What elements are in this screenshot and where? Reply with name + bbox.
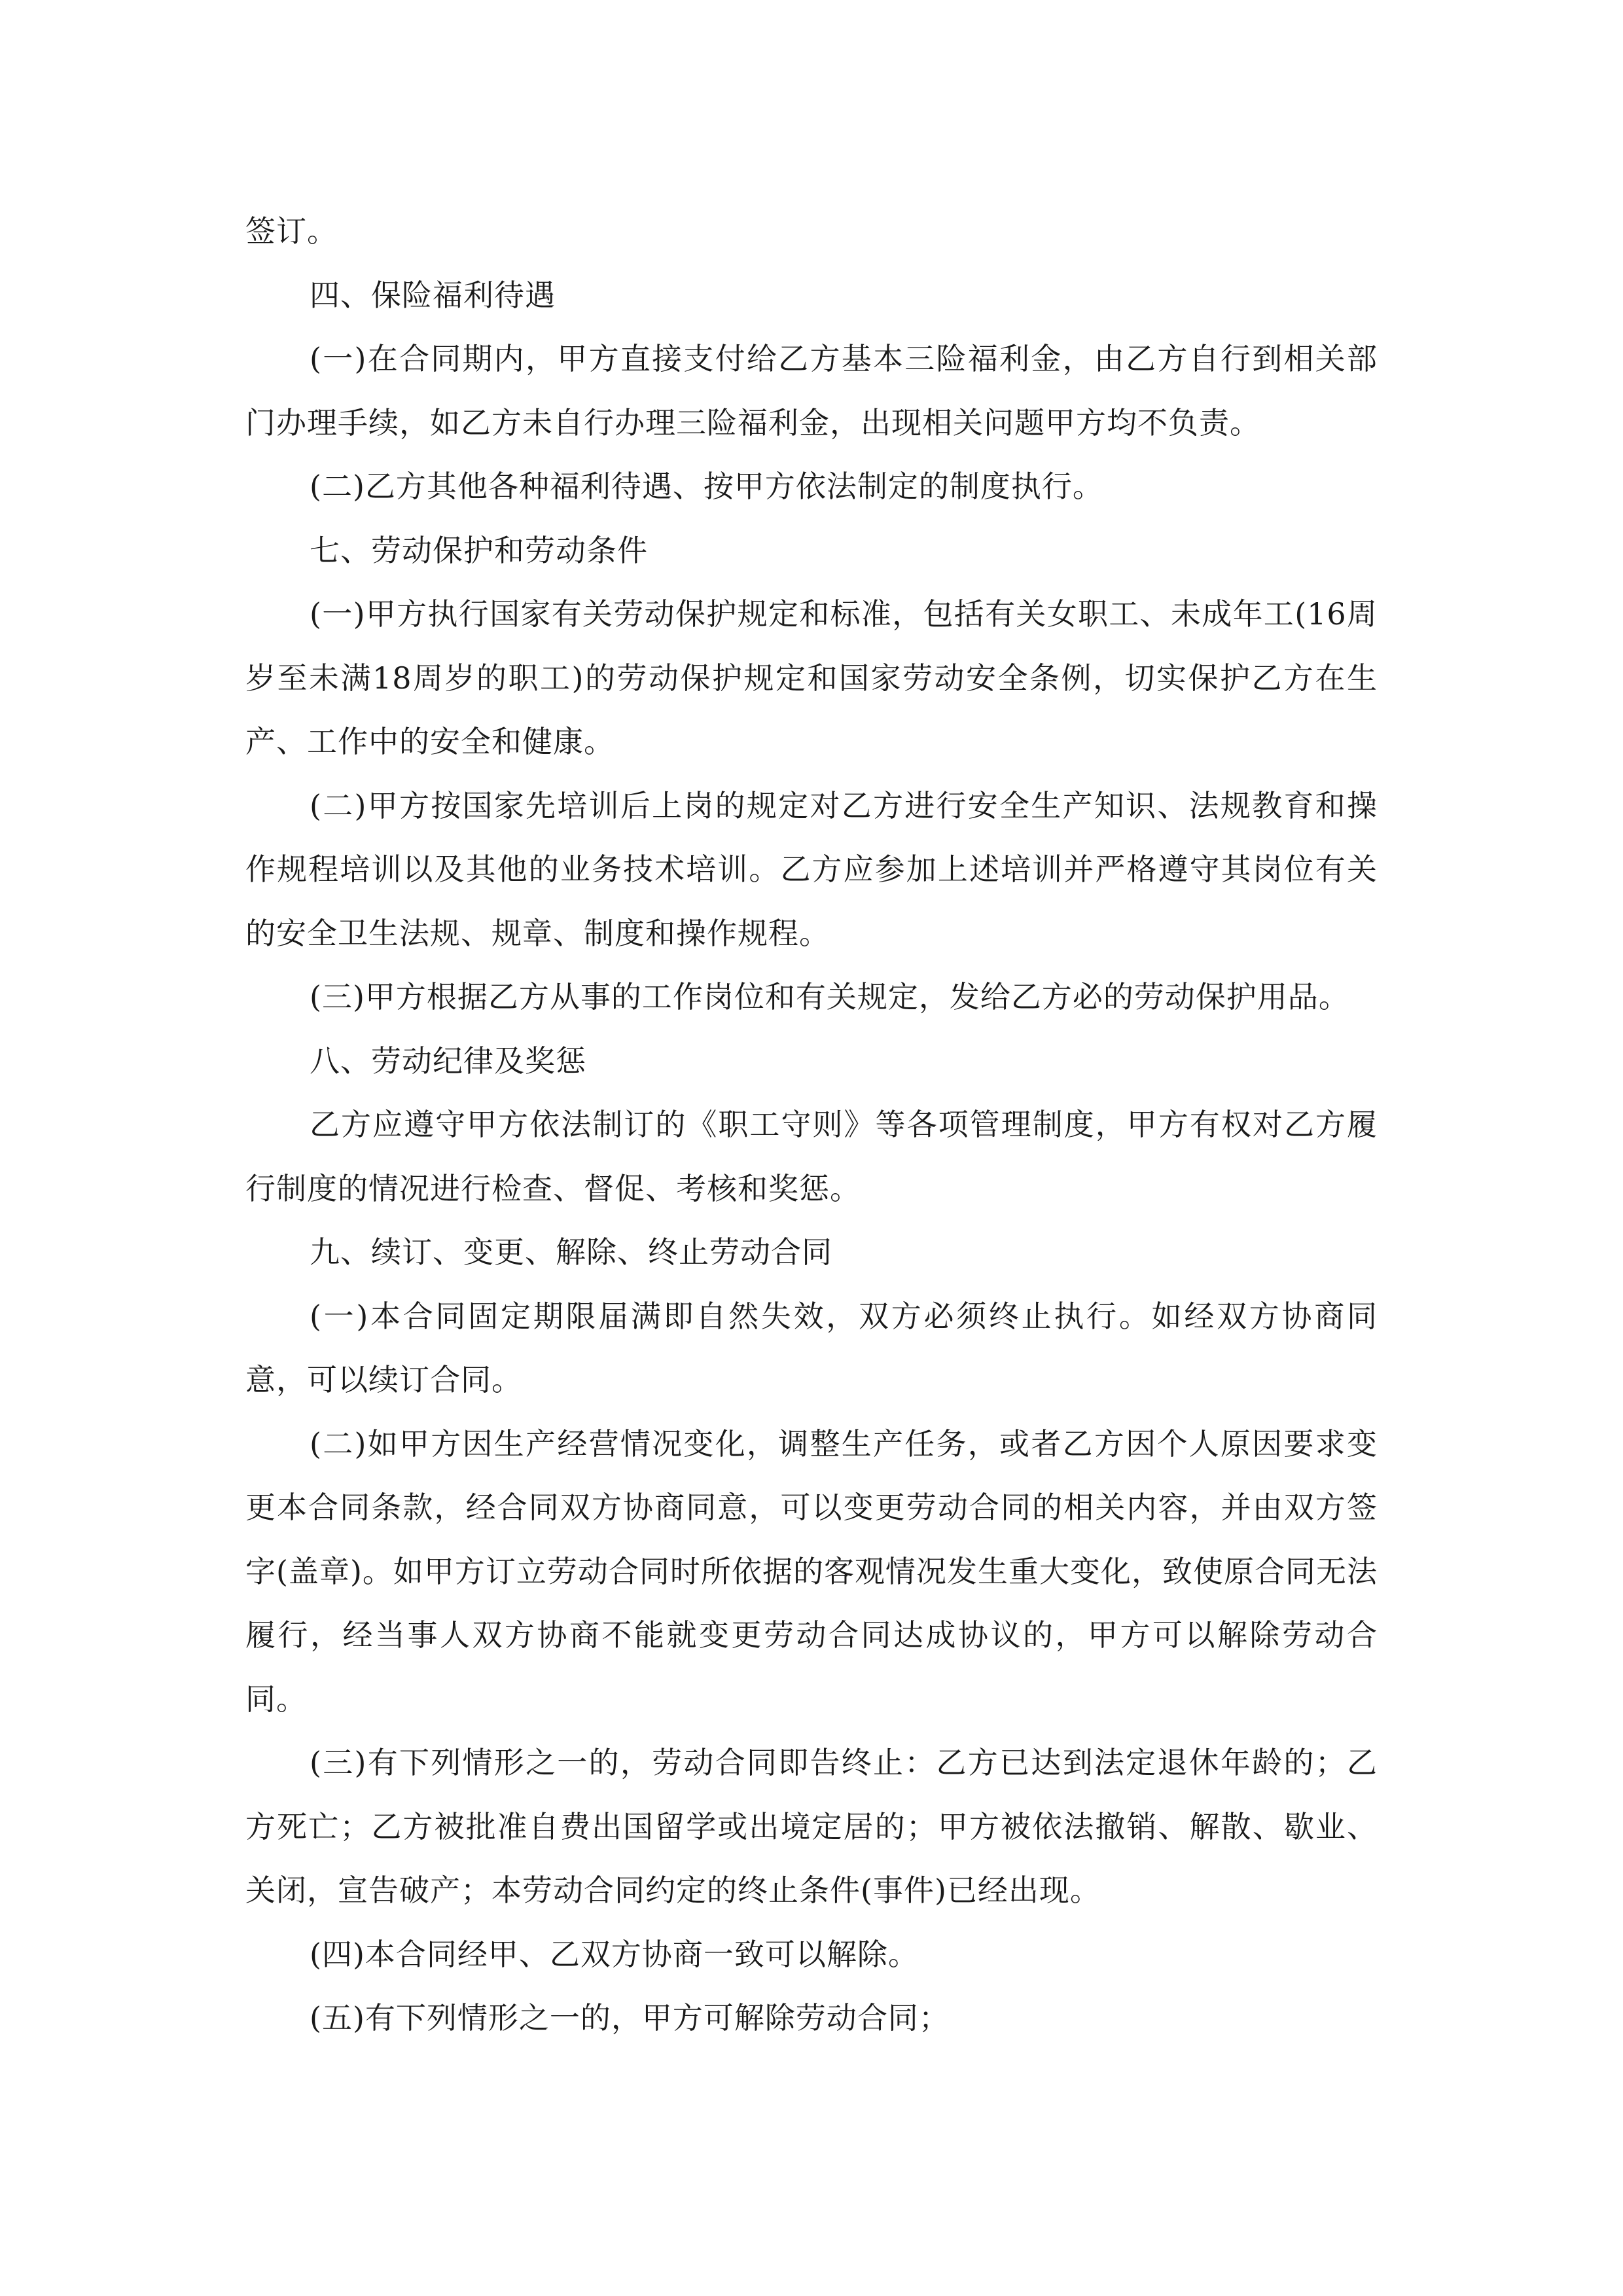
paragraph-clause: (五)有下列情形之一的，甲方可解除劳动合同；	[310, 2000, 950, 2036]
paragraph-clause: (一)在合同期内，甲方直接支付给乙方基本三险福利金，由乙方自行到相关部门办理手续，如乙方未自行办理三险福利金，出现相关问题甲方均不负责。	[245, 341, 1378, 440]
section-heading-labor-discipline: 八、劳动纪律及奖惩	[310, 1043, 586, 1079]
paragraph-continuation: 签订。	[245, 213, 338, 249]
section-heading-labor-protection: 七、劳动保护和劳动条件	[310, 532, 648, 568]
section-heading-contract-renewal: 九、续订、变更、解除、终止劳动合同	[310, 1234, 832, 1270]
paragraph-clause: (三)有下列情形之一的，劳动合同即告终止：乙方已达到法定退休年龄的；乙方死亡；乙方被批准自费出国留学或出境定居的；甲方被依法撤销、解散、歇业、关闭，宣告破产；本劳动合同约定的终止条件(事件)已经出现。	[245, 1745, 1378, 1908]
paragraph-clause: (二)乙方其他各种福利待遇、按甲方依法制定的制度执行。	[310, 469, 1103, 504]
paragraph-clause: (二)如甲方因生产经营情况变化，调整生产任务，或者乙方因个人原因要求变更本合同条款，经合同双方协商同意，可以变更劳动合同的相关内容，并由双方签字(盖章)。如甲方订立劳动合同时所依据的客观情况发生重大变化，致使原合同无法履行，经当事人双方协商不能就变更劳动合同达成协议的，甲方可以解除劳动合同。	[245, 1426, 1378, 1717]
paragraph-clause: (二)甲方按国家先培训后上岗的规定对乙方进行安全生产知识、法规教育和操作规程培训以及其他的业务技术培训。乙方应参加上述培训并严格遵守其岗位有关的安全卫生法规、规章、制度和操作规程。	[245, 787, 1378, 951]
paragraph-clause: 乙方应遵守甲方依法制订的《职工守则》等各项管理制度，甲方有权对乙方履行制度的情况进行检查、督促、考核和奖惩。	[245, 1107, 1378, 1206]
paragraph-clause: (四)本合同经甲、乙双方协商一致可以解除。	[310, 1936, 919, 1972]
paragraph-clause: (一)甲方执行国家有关劳动保护规定和标准，包括有关女职工、未成年工(16周岁至未满18周岁的职工)的劳动保护规定和国家劳动安全条例，切实保护乙方在生产、工作中的安全和健康。	[245, 596, 1378, 759]
section-heading-insurance-welfare: 四、保险福利待遇	[310, 277, 556, 313]
paragraph-clause: (三)甲方根据乙方从事的工作岗位和有关规定，发给乙方必的劳动保护用品。	[310, 979, 1349, 1014]
document-page	[245, 200, 1378, 2051]
paragraph-clause: (一)本合同固定期限届满即自然失效，双方必须终止执行。如经双方协商同意，可以续订合同。	[245, 1298, 1378, 1397]
